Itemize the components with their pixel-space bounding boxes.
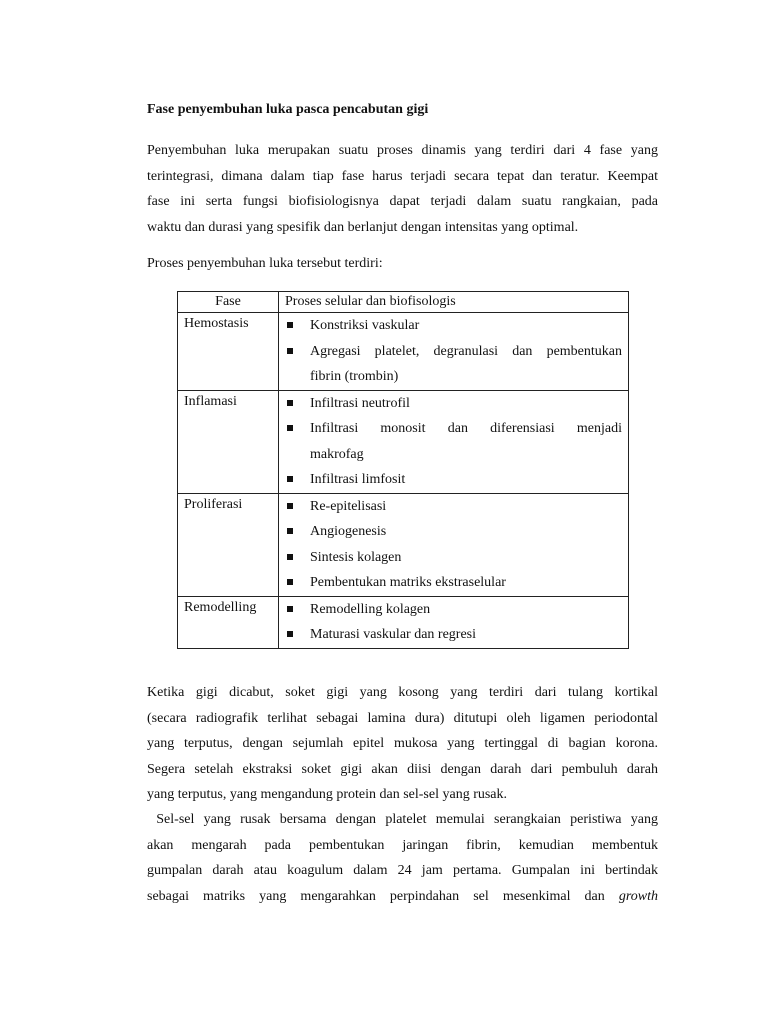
process-list xyxy=(285,313,622,390)
intro-line: fase ini serta fungsi biofisiologisnya dapat terjadi dalam suatu rangkaian, pada xyxy=(147,194,658,209)
phase-name: Remodelling xyxy=(178,596,279,648)
list-item xyxy=(285,391,622,417)
table-row xyxy=(178,596,629,648)
square-bullet-icon xyxy=(287,476,293,482)
square-bullet-icon xyxy=(287,400,293,406)
phase-name: Hemostasis xyxy=(178,313,279,391)
list-item-text: Remodelling kolagen xyxy=(310,601,431,617)
list-item-text: Re-epitelisasi xyxy=(310,498,387,514)
cells-paragraph xyxy=(147,807,658,909)
square-bullet-icon xyxy=(287,606,293,612)
process-cell xyxy=(279,493,629,596)
process-cell xyxy=(279,596,629,648)
list-item xyxy=(285,622,622,648)
process-list xyxy=(285,597,622,648)
list-item xyxy=(285,313,622,339)
list-item-text: Maturasi vaskular dan regresi xyxy=(310,627,476,642)
intro-paragraph xyxy=(147,138,658,240)
list-item-text: Angiogenesis xyxy=(310,524,387,539)
extraction-line: yang terputus, yang mengandung protein dan sel-sel yang rusak. xyxy=(147,787,508,802)
process-cell xyxy=(279,313,629,391)
process-list xyxy=(285,391,622,493)
square-bullet-icon xyxy=(287,554,293,560)
cells-line-last xyxy=(147,884,658,910)
extraction-line: Segera setelah ekstraksi soket gigi akan diisi dengan darah dari pembuluh darah xyxy=(147,761,658,777)
list-item xyxy=(285,570,622,596)
list-item xyxy=(285,467,622,493)
cells-line: akan mengarah pada pembentukan jaringan fibrin, kemudian membentuk xyxy=(147,837,658,853)
process-cell xyxy=(279,390,629,493)
list-item xyxy=(285,597,622,623)
healing-phase-table xyxy=(177,291,629,649)
document-heading: Fase penyembuhan luka pasca pencabutan gigi xyxy=(147,102,429,117)
phase-name: Proliferasi xyxy=(178,493,279,596)
list-item xyxy=(285,519,622,545)
intro-line: terintegrasi, dimana dalam tiap fase harus terjadi secara tepat dan teratur. Keempat xyxy=(147,168,658,184)
list-item xyxy=(285,494,622,520)
lead-paragraph xyxy=(147,251,658,277)
list-item xyxy=(285,545,622,571)
list-item-text: Pembentukan matriks ekstraselular xyxy=(310,575,506,590)
cells-line: gumpalan darah atau koagulum dalam 24 jam pertama. Gumpalan ini bertindak xyxy=(147,863,658,878)
cells-line-text: sebagai matriks yang mengarahkan perpindahan sel mesenkimal dan xyxy=(147,888,619,904)
square-bullet-icon xyxy=(287,503,293,509)
square-bullet-icon xyxy=(287,579,293,585)
list-item xyxy=(285,339,622,390)
list-item-text: Konstriksi vaskular xyxy=(310,318,420,333)
table-row xyxy=(178,493,629,596)
extraction-line: Ketika gigi dicabut, soket gigi yang kosong yang terdiri dari tulang kortikal xyxy=(147,685,658,700)
list-item-text: Agregasi platelet, degranulasi dan pembentukan xyxy=(310,343,622,359)
extraction-line: yang terputus, dengan sejumlah epitel mukosa yang tertinggal di bagian korona. xyxy=(147,736,658,751)
square-bullet-icon xyxy=(287,425,293,431)
extraction-paragraph xyxy=(147,680,658,808)
square-bullet-icon xyxy=(287,348,293,354)
intro-line: Penyembuhan luka merupakan suatu proses dinamis yang terdiri dari 4 fase yang xyxy=(147,143,658,158)
lead-line: Proses penyembuhan luka tersebut terdiri: xyxy=(147,256,383,271)
square-bullet-icon xyxy=(287,322,293,328)
extraction-line: (secara radiografik terlihat sebagai lamina dura) ditutupi oleh ligamen periodontal xyxy=(147,710,658,726)
square-bullet-icon xyxy=(287,528,293,534)
header-phase: Fase xyxy=(178,292,279,313)
list-item-text: makrofag xyxy=(310,446,364,462)
list-item-text: fibrin (trombin) xyxy=(310,369,399,384)
phase-name: Inflamasi xyxy=(178,390,279,493)
header-process: Proses selular dan biofisologis xyxy=(279,292,629,313)
square-bullet-icon xyxy=(287,631,293,637)
intro-line: waktu dan durasi yang spesifik dan berlanjut dengan intensitas yang optimal. xyxy=(147,219,579,235)
cells-line: Sel-sel yang rusak bersama dengan platelet memulai serangkaian peristiwa yang xyxy=(147,812,658,827)
list-item-text: Infiltrasi monosit dan diferensiasi menjadi xyxy=(310,421,622,436)
table-header-row xyxy=(178,292,629,313)
list-item-text: Infiltrasi neutrofil xyxy=(310,395,410,411)
process-list xyxy=(285,494,622,596)
cells-line-italic-term: growth xyxy=(618,888,658,904)
list-item xyxy=(285,416,622,467)
list-item-text: Infiltrasi limfosit xyxy=(310,472,406,487)
table-row xyxy=(178,390,629,493)
list-item-text: Sintesis kolagen xyxy=(310,549,402,565)
table-row xyxy=(178,313,629,391)
